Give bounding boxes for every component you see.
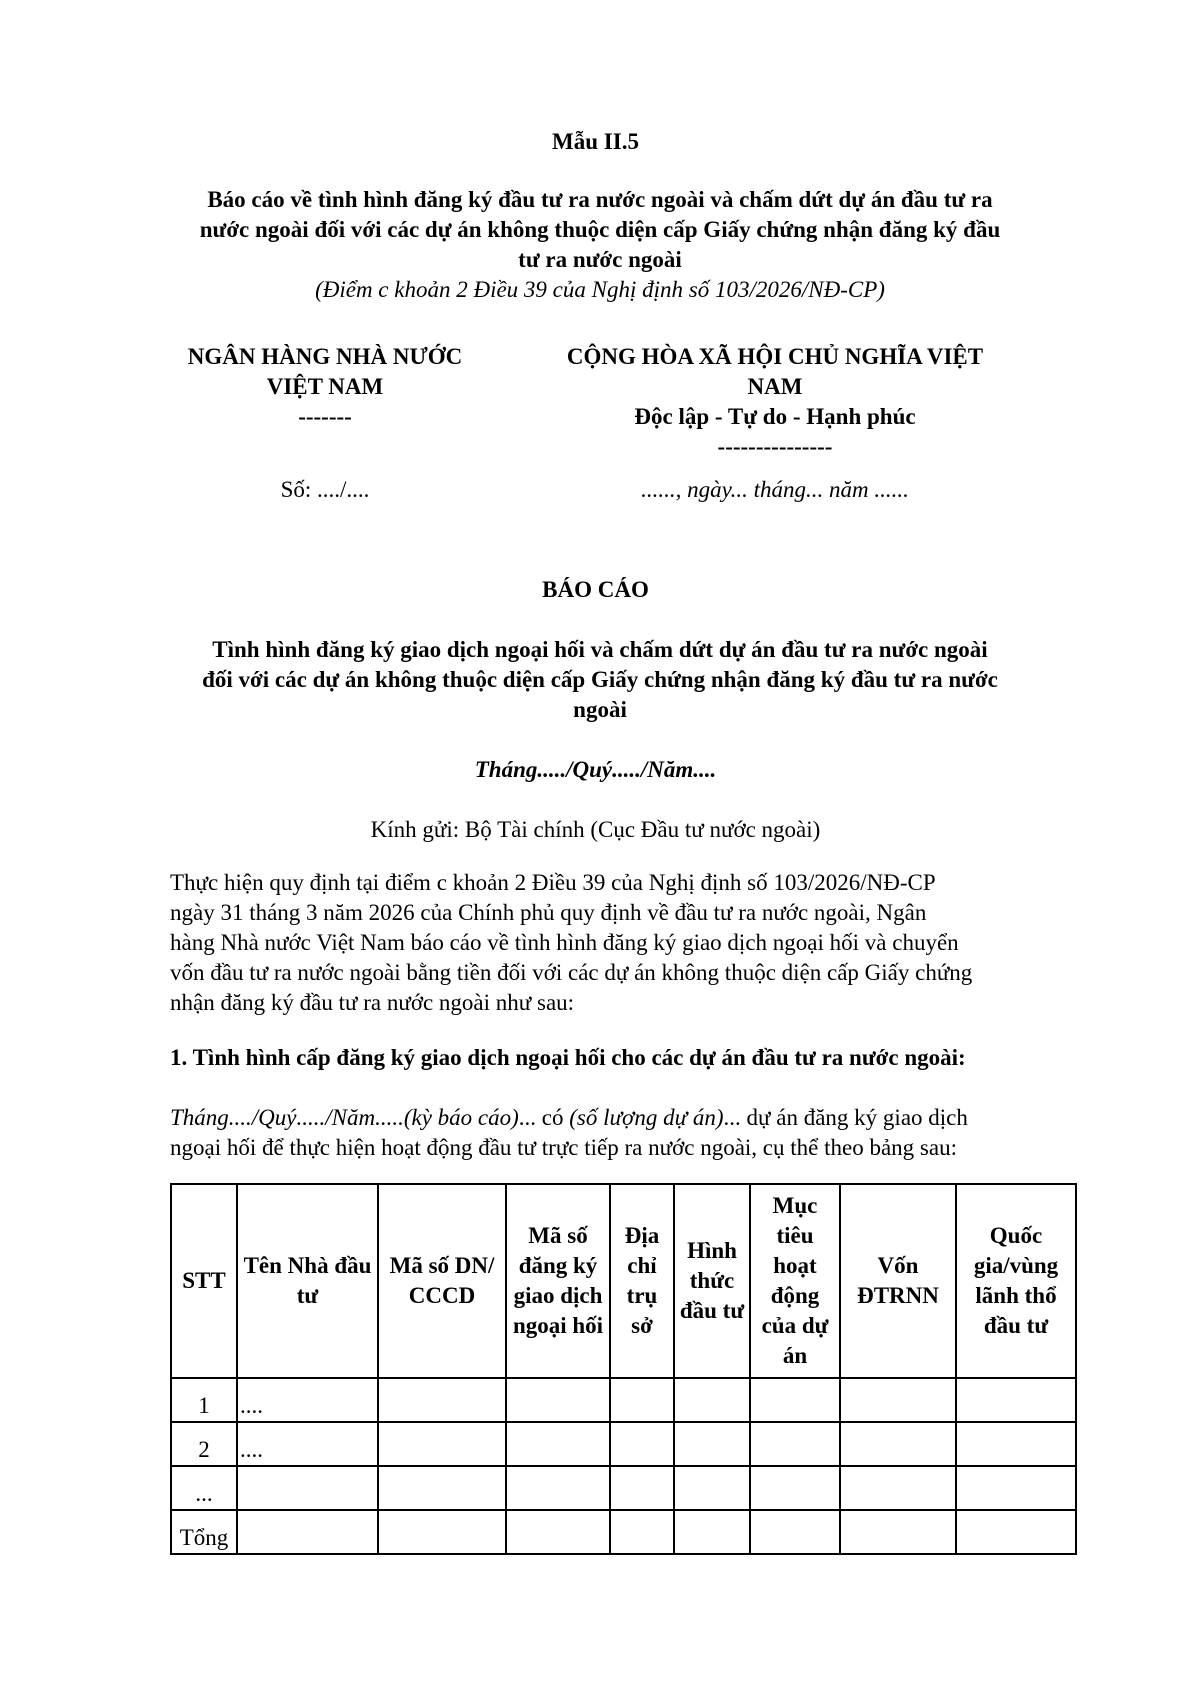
table-cell (750, 1466, 840, 1510)
table-cell: 2 (171, 1422, 237, 1466)
intro-line: hàng Nhà nước Việt Nam báo cáo về tình hình đăng ký giao dịch ngoại hối và chuyển (170, 930, 959, 955)
table-row (171, 1378, 1076, 1422)
report-heading: BÁO CÁO (542, 577, 649, 602)
table-cell (506, 1378, 610, 1422)
report-subtitle-line: Tình hình đăng ký giao dịch ngoại hối và chấm dứt dự án đầu tư ra nước ngoài (212, 637, 988, 662)
column-header: Tên Nhà đầu tư (237, 1184, 378, 1378)
national-divider: --------------- (717, 434, 833, 459)
table-cell (956, 1466, 1076, 1510)
intro-paragraph (170, 868, 1070, 1018)
national-name-line: CỘNG HÒA XÃ HỘI CHỦ NGHĨA VIỆT (566, 344, 984, 369)
national-name-line: NAM (747, 374, 803, 399)
table-cell (840, 1466, 956, 1510)
table-total-row (171, 1510, 1076, 1554)
report-subtitle-line: ngoài (573, 697, 627, 722)
column-header: Mã số đăng ký giao dịch ngoại hối (506, 1184, 610, 1378)
table-header-row (171, 1184, 1076, 1378)
form-title-line: Báo cáo về tình hình đăng ký đầu tư ra nước ngoài và chấm dứt dự án đầu tư ra (207, 187, 993, 212)
table-cell (506, 1422, 610, 1466)
national-motto-block (510, 342, 1040, 462)
report-subtitle (160, 635, 1040, 725)
table-cell (378, 1510, 506, 1554)
table-cell (956, 1510, 1076, 1554)
document-date: ......, ngày... tháng... năm ...... (641, 477, 909, 502)
table-cell: 1 (171, 1378, 237, 1422)
form-title (160, 185, 1040, 275)
table-cell (840, 1378, 956, 1422)
table-cell (840, 1422, 956, 1466)
national-slogan: Độc lập - Tự do - Hạnh phúc (634, 404, 916, 429)
issuer-name-line: VIỆT NAM (266, 374, 384, 399)
table-cell: .... (237, 1378, 378, 1422)
investment-table (170, 1183, 1077, 1555)
column-header: Quốc gia/vùng lãnh thổ đầu tư (956, 1184, 1076, 1378)
table-cell (750, 1510, 840, 1554)
table-cell (237, 1510, 378, 1554)
table-cell (750, 1422, 840, 1466)
report-period: Tháng...../Quý...../Năm.... (474, 757, 717, 782)
column-header: Hình thức đầu tư (674, 1184, 750, 1378)
form-title-line: tư ra nước ngoài (518, 247, 682, 272)
table-cell (378, 1378, 506, 1422)
form-title-line: nước ngoài đối với các dự án không thuộc diện cấp Giấy chứng nhận đăng ký đầu (199, 217, 1001, 242)
table-cell (674, 1422, 750, 1466)
column-header: Vốn ĐTRNN (840, 1184, 956, 1378)
document-number: Số: ..../.... (280, 477, 370, 502)
table-cell (750, 1378, 840, 1422)
column-header: STT (171, 1184, 237, 1378)
intro-line: nhận đăng ký đầu tư ra nước ngoài như sau: (170, 990, 575, 1015)
description-text: ... có (518, 1105, 570, 1130)
table-cell (674, 1378, 750, 1422)
table-cell (610, 1422, 674, 1466)
table-cell (840, 1510, 956, 1554)
table-cell: Tổng (171, 1510, 237, 1554)
table-cell (674, 1466, 750, 1510)
reporting-period-placeholder: Tháng..../Quý...../Năm.....(kỳ báo cáo) (170, 1105, 519, 1130)
table-cell (378, 1422, 506, 1466)
column-header: Mã số DN/ CCCD (378, 1184, 506, 1378)
table-cell (674, 1510, 750, 1554)
table-cell (506, 1466, 610, 1510)
description-text: ... dự án đăng ký giao dịch (723, 1105, 968, 1130)
issuer-name-line: NGÂN HÀNG NHÀ NƯỚC (187, 344, 463, 369)
intro-line: Thực hiện quy định tại điểm c khoản 2 Điều 39 của Nghị định số 103/2026/NĐ-CP (170, 870, 936, 895)
section-1-heading: 1. Tình hình cấp đăng ký giao dịch ngoại hối cho các dự án đầu tư ra nước ngoài: (170, 1045, 966, 1070)
table-cell (610, 1378, 674, 1422)
column-header: Mục tiêu hoạt động của dự án (750, 1184, 840, 1378)
section-1-description (170, 1103, 1070, 1163)
form-legal-reference: (Điểm c khoản 2 Điều 39 của Nghị định số 103/2026/NĐ-CP) (315, 277, 885, 302)
section-1-description-line (170, 1103, 1070, 1133)
table-cell (610, 1510, 674, 1554)
table-cell (956, 1422, 1076, 1466)
table-cell (956, 1378, 1076, 1422)
issuer-block (155, 342, 495, 432)
intro-line: ngày 31 tháng 3 năm 2026 của Chính phủ quy định về đầu tư ra nước ngoài, Ngân (170, 900, 927, 925)
table-cell (506, 1510, 610, 1554)
recipient-line: Kính gửi: Bộ Tài chính (Cục Đầu tư nước ngoài) (370, 817, 821, 842)
table-cell: ... (171, 1466, 237, 1510)
report-subtitle-line: đối với các dự án không thuộc diện cấp Giấy chứng nhận đăng ký đầu tư ra nước (202, 667, 998, 692)
table-cell (378, 1466, 506, 1510)
table-cell: .... (237, 1422, 378, 1466)
form-code: Mẫu II.5 (552, 129, 639, 154)
intro-line: vốn đầu tư ra nước ngoài bằng tiền đối với các dự án không thuộc diện cấp Giấy chứng (170, 960, 973, 985)
issuer-divider: ------- (298, 404, 352, 429)
project-count-placeholder: (số lượng dự án) (569, 1105, 724, 1130)
table-row (171, 1422, 1076, 1466)
table-row (171, 1466, 1076, 1510)
table-cell (610, 1466, 674, 1510)
section-1-description-line: ngoại hối để thực hiện hoạt động đầu tư trực tiếp ra nước ngoài, cụ thể theo bảng sau: (170, 1135, 957, 1160)
table-cell (237, 1466, 378, 1510)
column-header: Địa chỉ trụ sở (610, 1184, 674, 1378)
